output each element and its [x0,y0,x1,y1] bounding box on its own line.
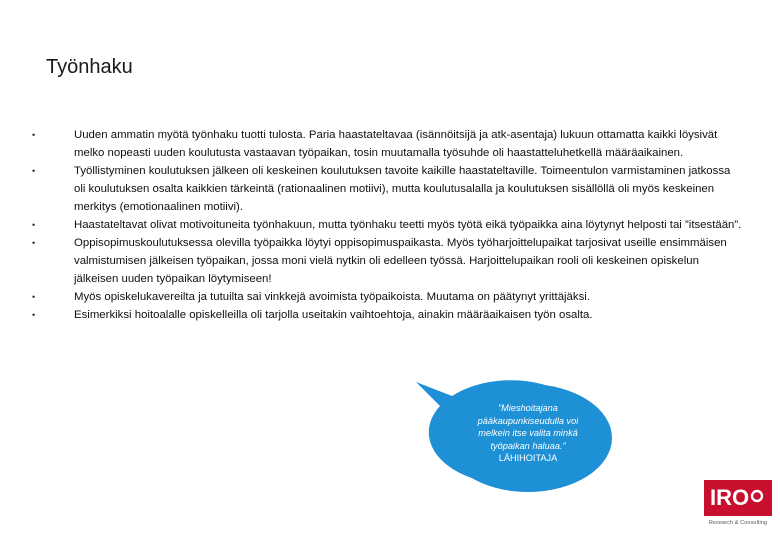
list-item [30,162,744,216]
bullet-icon: • [32,220,36,230]
bullet-text: Myös opiskelukavereilta ja tutuilta sai vinkkejä avoimista työpaikoista. Muutama on päätynyt yrittäjäksi. [74,291,590,303]
quote-text [464,402,592,465]
bullet-icon: • [32,292,36,302]
page-title: Työnhaku [46,56,133,78]
iro-logo [704,480,772,536]
list-item [30,306,744,324]
list-item [30,216,744,234]
bullet-icon: • [32,130,36,140]
list-item [30,234,744,288]
bullet-list [30,126,744,324]
logo-ring-icon [750,489,764,503]
logo-subtitle: Research & Consulting [708,520,768,526]
bullet-icon: • [32,166,36,176]
bullet-icon: • [32,310,36,320]
quote-speech-bubble [412,380,636,495]
list-item [30,288,744,306]
quote-attribution: LÄHIHOITAJA [498,453,558,463]
bullet-text: Uuden ammatin myötä työnhaku tuotti tulosta. Paria haastateltavaa (isännöitsijä ja atk-asentaja) lukuun ottamatta kaikki löysivät melko nopeasti uuden koulutusta vastaavan työpaikan, tosin muutamalla työsuhde oli haastatteluhetkellä määräaikainen. [74,129,718,159]
bullet-text: Oppisopimuskoulutuksessa olevilla työpaikka löytyi oppisopimuspaikasta. Myös työharjoittelupaikat tarjosivat useille ensimmäisen valmistumisen jälkeisen työpaikan, jossa moni vielä nytkin oli edelleen työssä. Harjoittelupaikan rooli oli keskeinen opiskelun jälkeisen uuden työpaikan löytymiseen! [74,237,727,285]
bullet-icon: • [32,238,36,248]
bullet-text: Esimerkiksi hoitoalalle opiskelleilla oli tarjolla useitakin vaihtoehtoja, ainakin määräaikaisen työn osalta. [74,309,593,321]
quote-line: ”Mieshoitajana [498,403,558,413]
list-item [30,126,744,162]
quote-line: pääkaupunkiseudulla voi [477,415,579,426]
logo-text: IRO [710,485,750,510]
quote-line: melkein itse valita minkä [478,428,578,438]
bullet-text: Haastateltavat olivat motivoituneita työnhakuun, mutta työnhaku teetti myös työtä eikä työpaikka aina löytynyt helposti tai ”itsestään”. [74,219,742,231]
bullet-text: Työllistyminen koulutuksen jälkeen oli keskeinen koulutuksen tavoite kaikille haastateltaville. Toimeentulon varmistaminen jatkossa oli koulutuksen osalta kaikkien tärkeintä (rationaalinen motiivi), mutta koulutusalalla ja koulutuksen sisällöllä oli myös keskeinen merkitys (emotionaalinen motiivi). [74,165,731,213]
quote-line: työpaikan haluaa.” [490,440,566,451]
